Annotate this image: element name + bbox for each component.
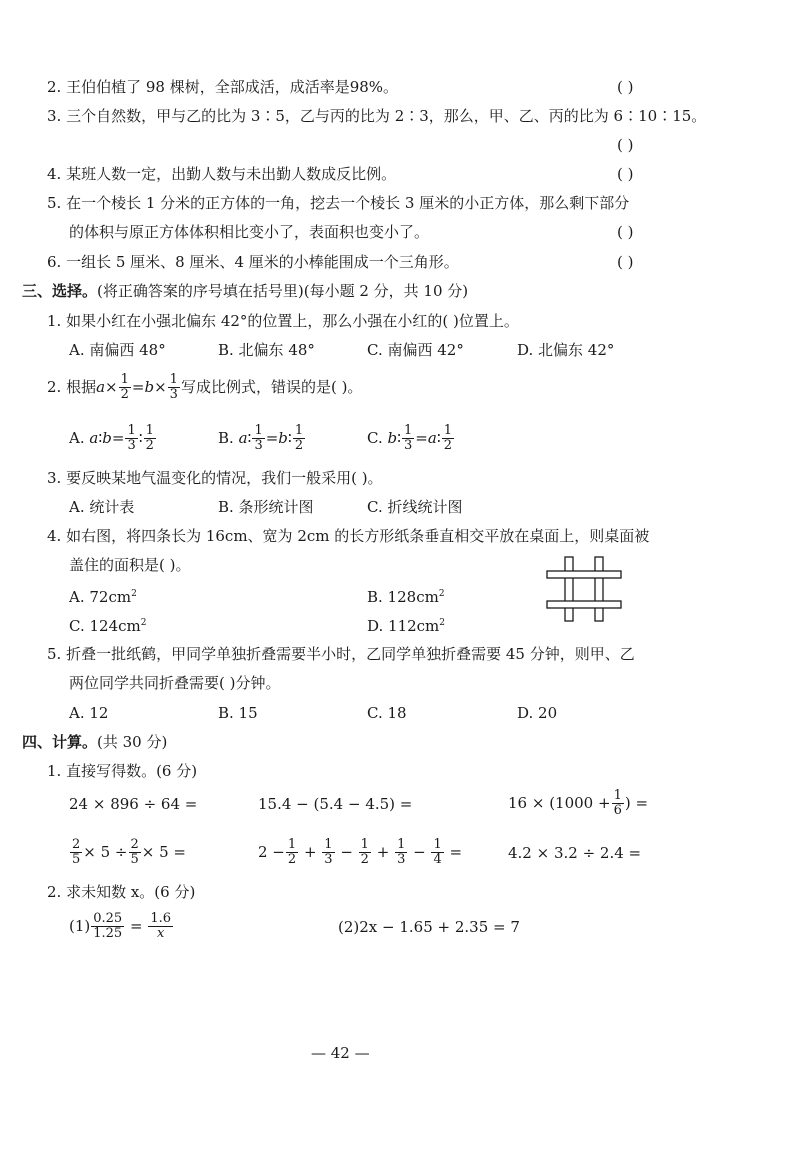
equals-sign: = xyxy=(415,429,428,447)
denominator: 3 xyxy=(404,437,413,453)
numerator: 1 xyxy=(360,836,369,852)
equals-sign: = xyxy=(111,429,125,447)
paper-strips-figure xyxy=(545,555,623,623)
option-a[interactable]: A. 统计表 xyxy=(69,498,135,516)
numerator: 1 xyxy=(145,422,154,438)
numerator: 1 xyxy=(443,422,453,438)
numerator: 1 xyxy=(613,787,622,803)
denominator: 3 xyxy=(324,851,333,867)
expr-part: × 5 = xyxy=(141,843,186,861)
fraction xyxy=(395,838,407,867)
denominator: 2 xyxy=(120,386,129,402)
fraction xyxy=(168,373,180,402)
times-sign: × xyxy=(105,378,118,396)
var-a: a xyxy=(238,429,248,447)
option-b[interactable]: B. 条形统计图 xyxy=(218,498,314,516)
var-a: a xyxy=(96,378,106,396)
fraction xyxy=(125,424,137,453)
answer-paren[interactable]: ( ) xyxy=(617,253,634,271)
var-b: b xyxy=(387,429,398,447)
numerator: 1 xyxy=(404,422,413,438)
numerator: 1.6 xyxy=(150,910,171,926)
section-note: (将正确答案的序号填在括号里)(每小题 2 分，共 10 分) xyxy=(97,282,469,300)
ratio-colon: ∶ xyxy=(247,429,252,447)
option-d[interactable] xyxy=(367,613,445,636)
denominator: 2 xyxy=(443,437,453,453)
calc-sub2: 2. 求未知数 x。(6 分) xyxy=(47,883,196,901)
answer-paren[interactable]: ( ) xyxy=(617,165,634,183)
q2-prefix: 2. 根据 xyxy=(47,378,97,396)
calc-sub1: 1. 直接写得数。(6 分) xyxy=(47,762,198,780)
denominator: 2 xyxy=(145,437,154,453)
option-a[interactable]: A. 12 xyxy=(69,704,109,722)
denominator: 3 xyxy=(397,851,406,867)
option-text: D. 112cm xyxy=(367,617,440,635)
answer-paren[interactable]: ( ) xyxy=(617,223,634,241)
answer-paren[interactable]: ( ) xyxy=(617,78,634,96)
var-b: b xyxy=(144,378,155,396)
expr-2: 15.4 − (5.4 − 4.5) = xyxy=(258,795,413,813)
var-a: a xyxy=(427,429,437,447)
numerator: 1 xyxy=(287,836,297,852)
answer-paren[interactable]: ( ) xyxy=(617,136,634,154)
numerator: 1 xyxy=(324,836,333,852)
option-a[interactable] xyxy=(69,584,137,607)
fraction xyxy=(252,424,264,453)
option-c[interactable]: C. 折线统计图 xyxy=(367,498,463,516)
numerator: 1 xyxy=(254,422,263,438)
ratio-colon: ∶ xyxy=(138,429,143,447)
fraction xyxy=(129,838,141,867)
fraction xyxy=(119,373,131,402)
denominator: 3 xyxy=(254,437,263,453)
denominator: 5 xyxy=(72,851,81,867)
fraction xyxy=(91,912,124,941)
choice-q4-line1: 4. 如右图，将四条长为 16cm、宽为 2cm 的长方形纸条垂直相交平放在桌面上，则桌面被 xyxy=(47,527,650,545)
equals-sign: = xyxy=(131,378,145,396)
denominator: x xyxy=(156,925,165,941)
denominator: 5 xyxy=(130,851,139,867)
ratio-colon: ∶ xyxy=(98,429,103,447)
superscript: 2 xyxy=(140,618,147,628)
vertical-strip-right xyxy=(595,557,603,621)
option-text: C. 124cm xyxy=(69,617,141,635)
superscript: 2 xyxy=(131,589,137,599)
numerator: 2 xyxy=(72,836,81,852)
section-title: 四、计算。 xyxy=(22,733,98,751)
expr-4 xyxy=(69,834,186,870)
superscript: 2 xyxy=(439,618,446,628)
option-letter: A. xyxy=(69,429,85,447)
times-sign: × xyxy=(154,378,167,396)
expr-part: ) = xyxy=(624,794,649,812)
denominator: 2 xyxy=(294,437,304,453)
section-note: (共 30 分) xyxy=(97,733,168,751)
var-b: b xyxy=(278,429,288,447)
q2-suffix: 写成比例式，错误的是( )。 xyxy=(180,378,363,396)
choice-q4-line2: 盖住的面积是( )。 xyxy=(69,556,191,574)
option-c[interactable]: C. 南偏西 42° xyxy=(367,341,464,359)
fraction xyxy=(359,838,371,867)
equals-sign: = xyxy=(265,429,279,447)
page-number: — 42 — xyxy=(311,1044,370,1062)
ratio-colon: ∶ xyxy=(436,429,441,447)
numerator: 1 xyxy=(294,422,304,438)
judge-q5-line2: 的体积与原正方体体积相比变小了，表面积也变小了。 xyxy=(69,223,430,241)
option-a[interactable]: A. 南偏西 48° xyxy=(69,341,166,359)
fraction xyxy=(612,789,624,818)
numerator: 2 xyxy=(130,836,139,852)
var-a: a xyxy=(89,429,99,447)
problem-label: (1) xyxy=(69,917,91,935)
section-title: 三、选择。 xyxy=(22,282,98,300)
option-d[interactable]: D. 北偏东 42° xyxy=(517,341,615,359)
horizontal-strip-bottom xyxy=(547,601,621,608)
denominator: 3 xyxy=(169,386,178,402)
option-text: A. 72cm xyxy=(69,588,132,606)
fraction xyxy=(70,838,82,867)
option-b[interactable]: B. 15 xyxy=(218,704,258,722)
option-b[interactable] xyxy=(218,422,306,454)
judge-q5-line1: 5. 在一个棱长 1 分米的正方体的一角，挖去一个棱长 3 厘米的小正方体，那么剩下部分 xyxy=(47,194,630,212)
judge-q4: 4. 某班人数一定，出勤人数与未出勤人数成反比例。 xyxy=(47,165,397,183)
ratio-colon: ∶ xyxy=(287,429,292,447)
expr-5: 2 − $\frac{1}{2}$ + $\frac{1}{3}$ − $\frac{1}{2}$ + $\frac{1}{3}$ − $\frac{1}{4}$ = xyxy=(258,836,463,867)
fraction xyxy=(144,424,156,453)
denominator: 2 xyxy=(360,851,369,867)
numerator: 1 xyxy=(397,836,406,852)
choice-q5-line1: 5. 折叠一批纸鹤，甲同学单独折叠需要半小时，乙同学单独折叠需要 45 分钟，则甲、乙 xyxy=(47,645,635,663)
expr-part: × 5 ÷ xyxy=(83,843,128,861)
option-c[interactable] xyxy=(367,422,455,454)
option-d[interactable]: D. 20 xyxy=(517,704,558,722)
option-letter: B. xyxy=(218,429,234,447)
option-letter: C. xyxy=(367,429,383,447)
judge-q2: 2. 王伯伯植了 98 棵树，全部成活，成活率是98%。 xyxy=(47,78,399,96)
denominator: 4 xyxy=(433,851,442,867)
fraction xyxy=(286,838,298,867)
choice-q5-line2: 两位同学共同折叠需要( )分钟。 xyxy=(69,674,281,692)
superscript: 2 xyxy=(438,589,445,599)
ratio-colon: ∶ xyxy=(397,429,402,447)
option-c[interactable]: C. 18 xyxy=(367,704,407,722)
option-text: B. 128cm xyxy=(367,588,439,606)
option-a[interactable] xyxy=(69,422,157,454)
fraction xyxy=(293,424,305,453)
fraction xyxy=(322,838,334,867)
expr-6: 4.2 × 3.2 ÷ 2.4 = xyxy=(508,844,642,862)
judge-q3: 3. 三个自然数，甲与乙的比为 3∶5，乙与丙的比为 2∶3，那么，甲、乙、丙的比为 6∶10∶15。 xyxy=(47,107,707,125)
denominator: 2 xyxy=(287,851,297,867)
denominator: 6 xyxy=(613,802,622,818)
choice-q1: 1. 如果小红在小强北偏东 42°的位置上，那么小强在小红的( )位置上。 xyxy=(47,312,519,330)
expr-part: 16 × (1000 + xyxy=(508,794,611,812)
option-c[interactable] xyxy=(69,613,146,636)
section-heading-choice xyxy=(22,281,468,301)
numerator: 1 xyxy=(169,371,178,387)
equation-1: (1) $\frac{0.25}{1.25}$ = $\frac{1.6}{x}$ xyxy=(69,910,171,941)
expr-part: 2 − xyxy=(258,843,285,861)
denominator: 1.25 xyxy=(93,925,123,941)
numerator: 1 xyxy=(433,836,442,852)
numerator: 1 xyxy=(127,422,136,438)
numerator: 1 xyxy=(120,371,129,387)
var-b: b xyxy=(102,429,112,447)
expr-3 xyxy=(508,786,648,820)
choice-q3: 3. 要反映某地气温变化的情况，我们一般采用( )。 xyxy=(47,469,383,487)
expr-1: 24 × 896 ÷ 64 = xyxy=(69,795,198,813)
option-b[interactable] xyxy=(367,584,445,607)
section-heading-calc xyxy=(22,732,167,752)
fraction xyxy=(431,838,443,867)
fraction xyxy=(442,424,454,453)
judge-q6: 6. 一组长 5 厘米、8 厘米、4 厘米的小棒能围成一个三角形。 xyxy=(47,253,459,271)
numerator: 0.25 xyxy=(93,910,123,926)
denominator: 3 xyxy=(127,437,136,453)
fraction xyxy=(148,912,173,941)
horizontal-strip-top xyxy=(547,571,621,578)
equation-2: (2)2x − 1.65 + 2.35 = 7 xyxy=(338,918,520,936)
fraction xyxy=(402,424,414,453)
choice-q2 xyxy=(47,372,362,402)
option-b[interactable]: B. 北偏东 48° xyxy=(218,341,315,359)
vertical-strip-left xyxy=(565,557,573,621)
